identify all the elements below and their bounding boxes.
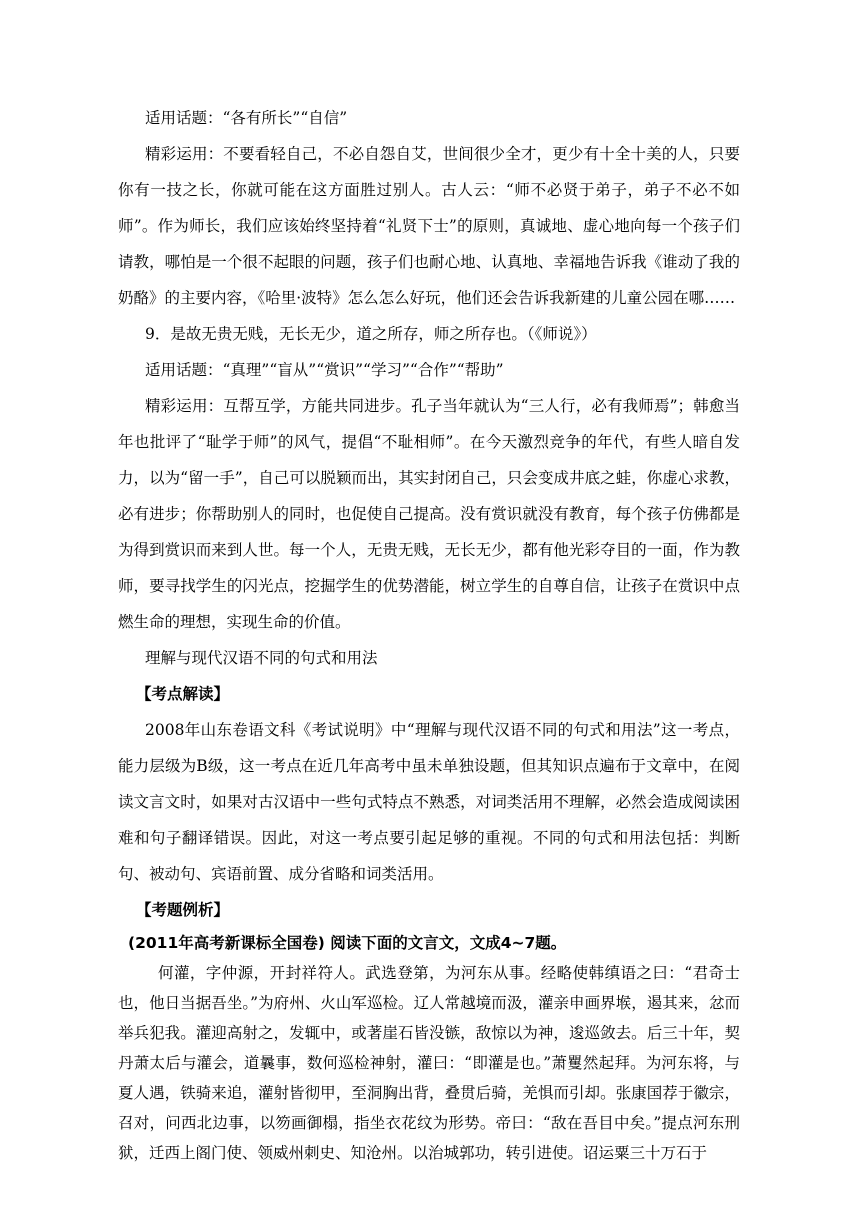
heading-example: 【考题例析】 — [136, 901, 230, 919]
quote-item-9: 9．是故无贵无贱，无长无少，道之所存，师之所存也。（《师说》） — [145, 325, 597, 343]
section-title: 理解与现代汉语不同的句式和用法 — [145, 649, 378, 667]
usage-paragraph-2: 精彩运用：互帮互学，方能共同进步。孔子当年就认为“三人行，必有我师焉”；韩愈当年也批评了“耻学于师”的风气，提倡“不耻相师”。在今天激烈竞争的年代，有些人暗自发力，以为“留一手”，自己可以脱颖而出，其实封闭自己，只会变成井底之蛙，你虚心求教，必有进步；你帮助别人的同时，也促使自己提高。没有赏识就没有教育，每个孩子仿佛都是为得到赏识而来到人世。每一个人，无贵无贱，无长无少，都有他光彩夺目的一面，作为教师，要寻找学生的闪光点，挖掘学生的优势潜能，树立学生的自尊自信，让孩子在赏识中点燃生命的理想，实现生命的价值。 — [118, 397, 740, 631]
document-page — [118, 100, 740, 1168]
heading-exam-point: 【考点解读】 — [136, 685, 230, 703]
usage-paragraph-1: 精彩运用：不要看轻自己，不必自怨自艾，世间很少全才，更少有十全十美的人，只要你有一技之长，你就可能在这方面胜过别人。古人云：“师不必贤于弟子，弟子不必不如师”。作为师长，我们应该始终坚持着“礼贤下士”的原则，真诚地、虚心地向每一个孩子们请教，哪怕是一个很不起眼的问题，孩子们也耐心地、认真地、幸福地告诉我《谁动了我的奶酪》的主要内容，《哈里·波特》怎么怎么好玩，他们还会告诉我新建的儿童公园在哪…… — [118, 145, 740, 307]
topic-line-1: 适用话题：“各有所长”“自信” — [145, 109, 348, 127]
topic-line-2: 适用话题：“真理”“盲从”“赏识”“学习”“合作”“帮助” — [145, 361, 504, 379]
example-intro: (2011年高考新课标全国卷) 阅读下面的文言文，文成4~7题。 — [128, 934, 567, 952]
exam-point-paragraph: 2008年山东卷语文科《考试说明》中“理解与现代汉语不同的句式和用法”这一考点，能力层级为B级，这一考点在近几年高考中虽未单独设题，但其知识点遍布于文章中，在阅读文言文时，如果对古汉语中一些句式特点不熟悉，对词类活用不理解，必然会造成阅读困难和句子翻译错误。因此，对这一考点要引起足够的重视。不同的句式和用法包括：判断句、被动句、宾语前置、成分省略和词类活用。 — [118, 721, 740, 883]
classical-passage: 何灌，字仲源，开封祥符人。武选登第，为河东从事。经略使韩缜语之曰：“君奇士也，他日当据吾坐。”为府州、火山军巡检。辽人常越境而汲，灌亲申画界堠，遏其来，忿而举兵犯我。灌迎高射之，发辄中，或著崖石皆没镞，敌惊以为神，逡巡敛去。后三十年，契丹萧太后与灌会，道曩事，数何巡检神射，灌曰：“即灌是也。”萧矍然起拜。为河东将，与夏人遇，铁骑来追，灌射皆彻甲，至洞胸出背，叠贯后骑，羌惧而引却。张康国荐于徽宗，召对，问西北边事，以笏画御榻，指坐衣花纹为形势。帝曰：“敌在吾目中矣。”提点河东刑狱，迁西上阁门使、领威州刺史、知沧州。以治城郭功，转引进使。诏运粟三十万石于 — [118, 964, 740, 1162]
